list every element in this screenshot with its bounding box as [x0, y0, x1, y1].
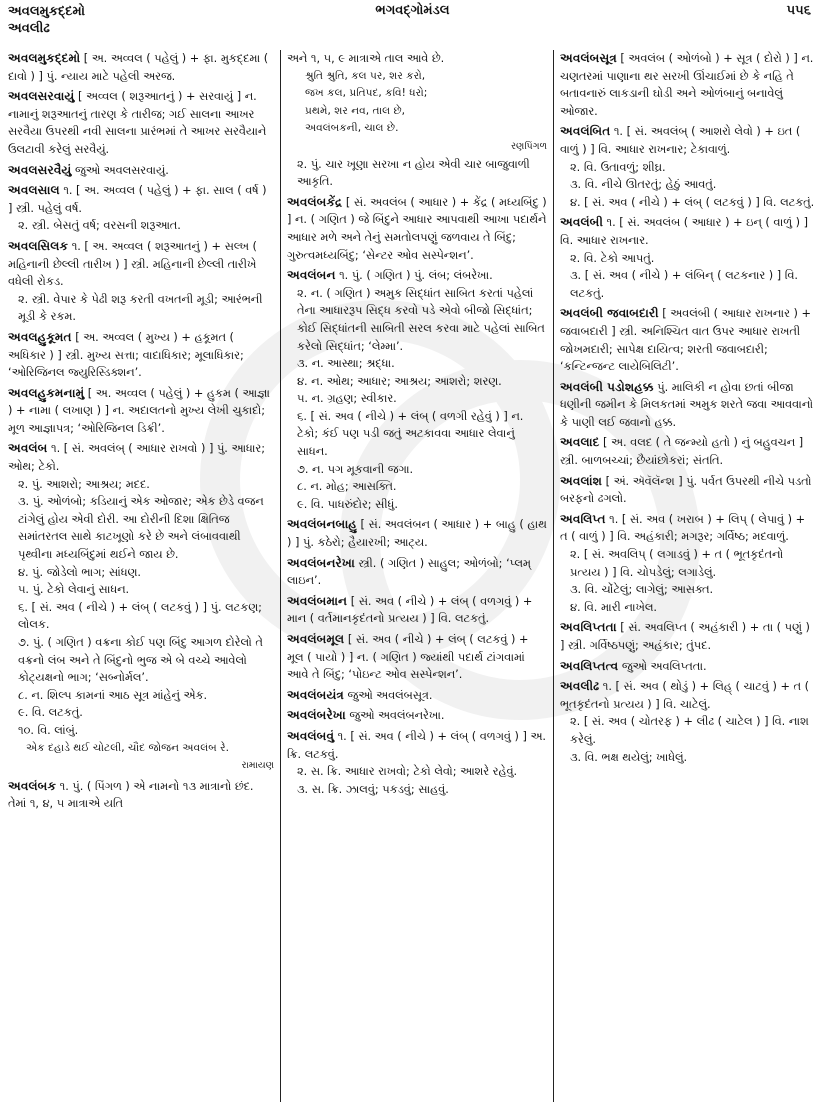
dictionary-entry: [8, 50, 274, 85]
definition: ૧. [ અ. અવ્વલ ( શરૂઆતનું ) + સલ્ખ ( મહિનાની છેલ્લી તારીખ ) ] સ્ત્રી. મહિનાની છેલ્લી તારીખે વધેલી રોકડ.: [8, 239, 257, 289]
headword: અવલંબનબાહુ: [287, 517, 357, 532]
headword: અવલસરવૈયું: [8, 162, 72, 177]
definition: જુઓ અવલસરવાયું.: [71, 163, 169, 177]
sense: ૨. સ્ત્રી. વેપાર કે પેઢી શરૂ કરતી વખતની મૂડી; આરંભની મૂડી કે રકમ.: [18, 292, 263, 324]
dictionary-entry: [560, 658, 815, 676]
sense: ૨. સ્ત્રી. બેસતું વર્ષ; વરસની શરૂઆત.: [18, 219, 181, 233]
headword: અવલસરવાયું: [8, 89, 75, 104]
headword: અવલંબવું: [287, 728, 335, 743]
quotation: એક દહાડે થઈ ચોટલી, ચૌદ જોજન અવલંબ રે.: [26, 741, 229, 754]
dictionary-entry: [560, 473, 815, 508]
definition: [ સં. અવલંબ ( આધાર ) + કેંદ્ર ( મધ્યબિંદુ ) ] ન. ( ગણિત ) જે બિંદુને આધાર આપવાથી આખા પદાર્થને આધાર મળે અને તેનું સમતોલપણું જળવાય તે બિંદુ; ગુરુત્વમધ્યબિંદુ; ‘સેન્ટર ઓવ સસ્પેન્શન’.: [287, 195, 547, 262]
dictionary-entry: [8, 182, 274, 235]
definition: [ અ. વલદ ( તે જન્મ્યો હતો ) નું બહુવચન ] સ્ત્રી. બાળબચ્ચાં; છૈયાંછોકરાં; સંતતિ.: [560, 436, 804, 468]
dictionary-entry: [560, 511, 815, 617]
sense: ૪. ન. ઓથ; આધાર; આશ્રય; આશરો; શરણ.: [297, 374, 502, 388]
sense: ૫. પું. ટેકો લેવાનું સાધન.: [18, 583, 130, 597]
sense: ૨. પું. આશરો; આશ્રય; મદદ.: [18, 477, 150, 491]
dictionary-entry: [560, 214, 815, 302]
definition: ૧. પું. ( ગણિત ) પું. લંબ; લંબરેખા.: [335, 269, 493, 283]
dictionary-entry: [287, 631, 547, 684]
dictionary-entry: [287, 516, 547, 551]
sense: ૩. વિ. ચોંટેલું; લાગેલું; આસક્ત.: [570, 583, 714, 597]
definition: જુઓ અવલંબસૂત્ર.: [343, 688, 433, 702]
sense: ૭. પું. ( ગણિત ) વક્રના કોઈ પણ બિંદુ આગળ દોરેલો તે વક્રનો લંબ અને તે બિંદુનો ભુજ એ બે વચ્ચે આવેલો કોટ્યક્ષનો ભાગ; ‘સબ્નોર્મલ’.: [18, 636, 263, 685]
quotation-line: જખ કલ, પ્રતિપદ, કવિ! ધરો;: [305, 87, 428, 100]
sense: ૪. વિ. મારી નાખેલ.: [570, 600, 657, 614]
dictionary-entry: [287, 728, 547, 798]
column-1: [4, 50, 281, 1102]
sense: ૨. [ સં. અવલિપ્ ( લગાડવું ) + ત ( ભૂતકૃદંતનો પ્રત્યય ) ] વિ. ચોપડેલું; લગાડેલું.: [570, 548, 784, 579]
dictionary-entry: [8, 238, 274, 326]
sense: ૩. સ. ક્રિ. ઝાલવું; પકડવું; સાહવું.: [297, 782, 449, 796]
dictionary-entry: [287, 194, 547, 264]
sense: ૩. ન. આસ્થા; શ્રદ્ધા.: [297, 357, 395, 371]
dictionary-entry: [8, 385, 274, 438]
page-number: ૫૫૬: [786, 3, 811, 18]
dictionary-entry: [8, 440, 274, 774]
dictionary-columns: [4, 50, 821, 1102]
sense: ૨. પું. ચાર ખૂણા સરખા ન હોય એવી ચાર બાજુવાળી આકૃતિ.: [297, 157, 530, 189]
headword: અવલમુકદ્દમો: [8, 51, 81, 65]
definition: [ અ. અવ્વલ ( મુખ્ય ) + હકૂમત ( અધિકાર ) ] સ્ત્રી. મુખ્ય સત્તા; વાદાધિકાર; મૂલાધિકાર; ‘ઓરિજિનલ જ્યુરિસ્ડિક્શન’.: [8, 330, 244, 380]
definition: ૧. [ સં. અવલંબ્ ( આધાર રાખવો ) ] પું. આધાર; ઓથ; ટેકો.: [8, 442, 266, 474]
headword: અવલસાલ: [8, 183, 60, 198]
sense: ૨. વિ. ઉતાવળું; શીઘ્ર.: [570, 160, 666, 174]
sense: ૪. પું. જોડેલો ભાગ; સાંધણ.: [18, 565, 141, 579]
headword: અવલંબી જવાબદારી: [560, 306, 659, 321]
definition: [ અ. અવ્વલ ( પહેલું ) + હુકમ ( આજ્ઞા ) + નામા ( લખાણ ) ] ન. અદાલતનો મુખ્ય લેખી ચુકાદો; મૂળ આજ્ઞાપત્ર; ‘ઓરિજિનલ ડિક્રી’.: [8, 386, 270, 435]
headword: અવલિપ્ત: [560, 511, 606, 526]
headword: અવલીઢ: [560, 679, 600, 694]
headword: અવલંબકેંદ્ર: [287, 194, 343, 209]
quotation-source: રણપિંગળ: [511, 140, 547, 152]
dictionary-entry: [287, 50, 547, 191]
headword: અવલંબમાન: [287, 593, 348, 608]
running-title: ભગવદ્ગોમંડલ: [375, 3, 450, 18]
definition: ૧. [ સં. અવલંબ ( આધાર ) + ઇન્ ( વાળું ) ] વિ. આધાર રાખનાર.: [560, 216, 809, 247]
dictionary-entry: [287, 593, 547, 628]
headword: અવલંબક: [8, 778, 57, 793]
definition: [ અવલંબ ( ઓળંબો ) + સૂત્ર ( દોરો ) ] ન. ચણતરમાં પાણાના થર સરખી ઊંચાઈમાં છે કે નહિ તે બતાવનારું લાકડાની ઘોડી અને ઓળંબાનું બનાવેલું ઓજાર.: [560, 52, 814, 118]
definition: [ અં. ઍવૅલૅન્શ ] પું. પર્વત ઉપરથી નીચે પડતો બરફનો ઢગલો.: [560, 474, 812, 506]
definition: સ્ત્રી. ( ગણિત ) સાહુલ; ઓળંબો; ‘પ્લમ્ લાઇન’.: [287, 556, 531, 588]
quotation-line: પ્રથમે, શર નવ, તાલ છે,: [305, 104, 406, 117]
sense: ૮. ન. શિલ્પ કામનાં આઠ સૂત્ર માંહેનું એક.: [18, 688, 208, 702]
sense: ૨. વિ. ટેકો આપતું.: [570, 251, 655, 265]
page-header: [0, 0, 825, 48]
definition: અને ૧, ૫, ૯ માત્રાએ તાલ આવે છે.: [287, 52, 445, 65]
quotation-line: અવલંબકની, ચાલ છે.: [305, 122, 399, 135]
dictionary-entry: [8, 329, 274, 382]
headword: અવલંબસૂત્ર: [560, 51, 617, 65]
dictionary-entry: [560, 379, 815, 432]
dictionary-entry: [560, 619, 815, 654]
definition: ૧. [ સં. અવ ( ખરાબ ) + લિપ્ ( લેપાવું ) + ત ( વાળું ) ] વિ. અહંકારી; મગરૂર; ગર્વિષ્ઠ; મદવાળું.: [560, 512, 806, 544]
headword: અવલાદ: [560, 435, 600, 450]
dictionary-entry: [560, 434, 815, 469]
headword: અવલંબરેખા: [287, 708, 346, 723]
column-3: [554, 50, 821, 1102]
definition: [ અવલંબી ( આધાર રાખનાર ) + જવાબદારી ] સ્ત્રી. અનિશ્ચિત વાત ઉપર આધાર રાખતી જોખમદારી; સાપેક્ષ દાયિત્વ; શરતી જવાબદારી; ‘કન્ટિન્જન્ટ લાયેબિલિટી’.: [560, 307, 811, 374]
column-2: [281, 50, 554, 1102]
definition: [ અ. અવ્વલ ( પહેલું ) + ફા. મુકદ્દમા ( દાવો ) ] પું. ન્યાય માટે પહેલી અરજ.: [8, 52, 269, 83]
headword: અવલંબી: [560, 215, 603, 230]
headword: અવલહુકૂમત: [8, 329, 72, 344]
headword: અવલંબયંત્ર: [287, 687, 344, 702]
headword: અવલંબી પડોશહક્ક: [560, 379, 654, 394]
dictionary-entry: [8, 162, 274, 180]
headword: અવલંબનરેખા: [287, 555, 355, 570]
definition: ૧. [ અ. અવ્વલ ( પહેલું ) + ફા. સાલ ( વર્ષ ) ] સ્ત્રી. પહેલું વર્ષ.: [8, 184, 267, 215]
dictionary-entry: [8, 778, 274, 813]
sense: ૯. વિ. પાધરુંદોર; સીધું.: [297, 497, 398, 511]
dictionary-entry: [287, 555, 547, 590]
definition: [ સં. અવલિપ્ત ( અહંકારી ) + તા ( પણું ) ] સ્ત્રી. ગર્વિષ્ઠપણું; અહંકાર; તુંપદ.: [560, 621, 810, 652]
headword: અવલિપ્તતા: [560, 620, 617, 635]
dictionary-entry: [560, 123, 815, 211]
definition: ૧. [ સં. અવ ( નીચે ) + લંબ્ ( વળગવું ) ] અ. ક્રિ. લટકવું.: [287, 729, 546, 761]
sense: ૪. [ સં. અવ ( નીચે ) + લંબ્ ( લટકવું ) ] વિ. લટકતું.: [570, 195, 815, 209]
sense: ૬. [ સં. અવ ( નીચે ) + લંબ્ ( લટકવું ) ] પું. લટકણ; લોલક.: [18, 600, 262, 632]
definition: જુઓ અવલિપ્તતા.: [618, 659, 707, 673]
sense: ૩. પું. ઓળંબો; કડિયાનું એક ઓજાર; એક છેડે વજન ટાંગેલું હોય એવી દોરી. આ દોરીની દિશા ક્ષિતિજ સમાંતરતલ સાથે કાટખૂણો કરે છે અને લંબાવવાથી પૃથ્વીના મધ્યબિંદુમાં થઈને જાય છે.: [18, 495, 264, 562]
sense: ૨. ન. ( ગણિત ) અમુક સિદ્ધાંત સાબિત કરતાં પહેલાં તેના આધારરૂપ સિદ્ધ કરવો પડે એવો બીજો સિદ્ધાંત; કોઈ સિદ્ધાંતની સાબિતી સરલ કરવા માટે પહેલાં સાબિત કરેલો સિદ્ધાંત; ‘લેમ્મા’.: [297, 286, 545, 353]
guide-word-last: અવલીઢ: [8, 21, 50, 36]
definition: [ સં. અવ ( નીચે ) + લંબ્ ( વળગવું ) + માન ( વર્તમાનકૃદંતનો પ્રત્યય ) ] વિ. લટકતું.: [287, 594, 533, 626]
headword: અવલાંશ: [560, 473, 603, 488]
dictionary-entry: [287, 267, 547, 513]
definition: [ સં. અવલંબન ( આધાર ) + બાહુ ( હાથ ) ] પું. કઠેરો; હૈયારખી; આટ્ય.: [287, 518, 547, 550]
definition: ૧. [ સં. અવ ( થોડું ) + લિહ્ ( ચાટવું ) + ત ( ભૂતકૃદંતનો પ્રત્યય ) ] વિ. ચાટેલું.: [560, 680, 810, 711]
dictionary-entry: [287, 707, 547, 725]
quotation-source: રામાયણ: [241, 760, 274, 772]
dictionary-entry: [560, 678, 815, 766]
headword: અવલહુકમનામું: [8, 385, 85, 400]
definition: ૧. પું. ( પિંગળ ) એ નામનો ૧૩ માત્રાનો છંદ. તેમાં ૧, ૪, ૫ માત્રાએ યતિ: [8, 779, 254, 811]
sense: ૮. ન. મોહ; આસક્તિ.: [297, 480, 397, 494]
dictionary-entry: [560, 50, 815, 120]
headword: અવલંબિત: [560, 124, 611, 139]
dictionary-entry: [560, 305, 815, 375]
definition: [ સં. અવ ( નીચે ) + લંબ્ ( લટકવું ) + મૂલ ( પાયો ) ] ન. ( ગણિત ) જ્યાંથી પદાર્થ ટાંગવામાં આવે તે બિંદુ; ‘પોઇન્ટ ઓવ સસ્પેન્શન’.: [287, 633, 529, 682]
definition: ૧. [ સં. અવલંબ્ ( આશરો લેવો ) + ઇત ( વાળું ) ] વિ. આધાર રાખનાર; ટેકાવાળું.: [560, 125, 801, 156]
quotation-line: શ્રુતિ શ્રુતિ, કલ પર, શર કરો,: [305, 69, 426, 82]
headword: અવલંબમૂલ: [287, 632, 345, 646]
sense: ૧૦. વિ. લાંબું.: [18, 723, 79, 737]
sense: ૯. વિ. લટકતું.: [18, 706, 83, 720]
headword: અવલિપ્તત્વ: [560, 658, 619, 673]
headword: અવલસિલક: [8, 238, 69, 253]
sense: ૨. [ સં. અવ ( ચોતરફ ) + લીઢ ( ચાટેલ ) ] વિ. નાશ કરેલું.: [570, 715, 809, 746]
sense: ૭. ન. પગ મૂકવાની જગા.: [297, 462, 414, 476]
definition: પું. માલિકી ન હોવા છતાં બીજા ધણીની જમીન કે મિલકતમાં અમુક શરતે જવા આવવાનો કે પાણી લઈ જવાનો હક્ક.: [560, 380, 814, 429]
headword: અવલંબ: [8, 441, 48, 456]
guide-word-first: અવલમુકદ્દમો: [8, 4, 85, 19]
sense: ૩. વિ. ભક્ષ થયેલું; ખાધેલું.: [570, 750, 688, 764]
sense: ૫. ન. ગ્રહણ; સ્વીકાર.: [297, 392, 397, 406]
sense: ૩. વિ. નીચે ઊતરતું; હેઠું આવતું.: [570, 178, 717, 192]
definition: જુઓ અવલંબનરેખા.: [345, 709, 445, 723]
sense: ૩. [ સં. અવ ( નીચે ) + લંબિન્ ( લટકનાર ) ] વિ. લટકતું.: [570, 269, 798, 300]
definition: [ અવ્વલ ( શરૂઆતનું ) + સરવાયું ] ન. નામાનું શરૂઆતનું તારણ કે તારીજ; ગઈ સાલના આખર સરવૈયા ઉપરથી નવી સાલના પ્રારંભમાં તે આખર સરવૈયાને ઉલટાવી કરેલું સરવૈયું.: [8, 90, 267, 156]
sense: ૨. સ. ક્રિ. આધાર રાખવો; ટેકો લેવો; આશરે રહેવું.: [297, 765, 518, 779]
sense: ૬. [ સં. અવ ( નીચે ) + લંબ્ ( વળગી રહેવું ) ] ન. ટેકો; કંઈ પણ પડી જતું અટકાવવા આધાર લેવાનું સાધન.: [297, 409, 524, 459]
headword: અવલંબન: [287, 268, 336, 283]
dictionary-entry: [8, 88, 274, 158]
dictionary-entry: [287, 687, 547, 705]
